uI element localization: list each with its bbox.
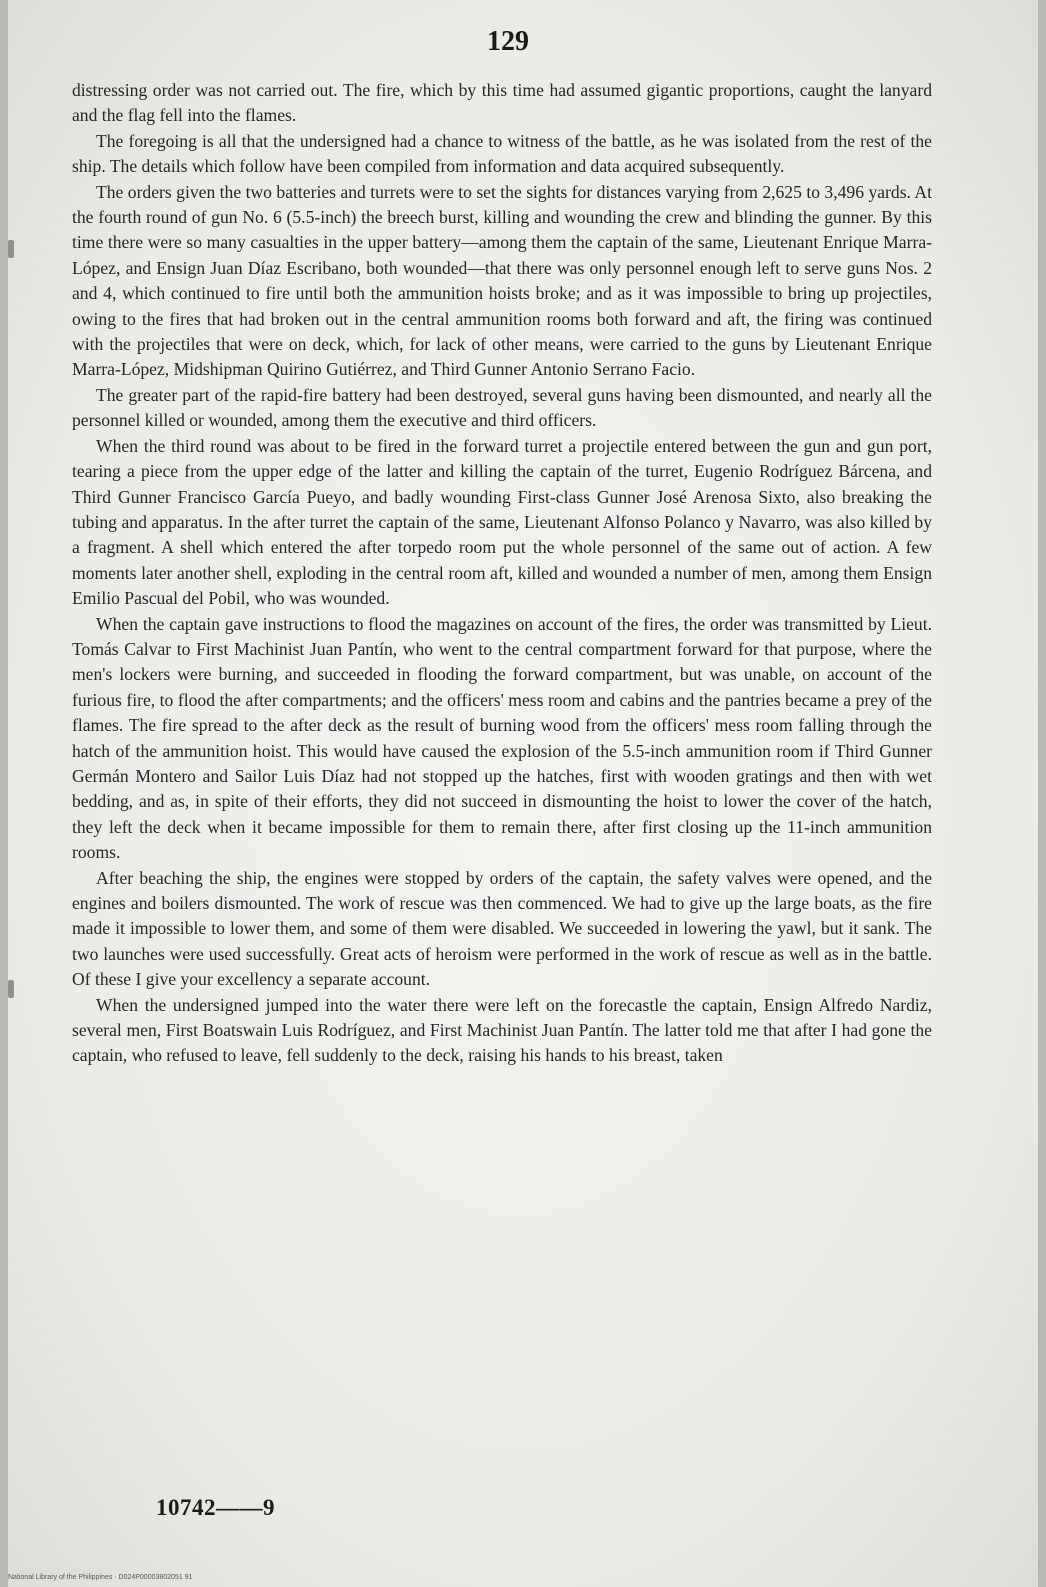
- paragraph: When the third round was about to be fired in the forward turret a projectile entered between the gun and gun port, tearing a piece from the upper edge of the latter and killing the captain of the turret, Eugenio Rodríguez Bárcena, and Third Gunner Francisco García Pueyo, and badly wounding First-class Gunner José Arenosa Sixto, also breaking the tubing and apparatus. In the after turret the captain of the same, Lieutenant Alfonso Polanco y Navarro, was also killed by a fragment. A shell which entered the after torpedo room put the whole personnel of the same out of action. A few moments later another shell, exploding in the central room aft, killed and wounded a number of men, among them Ensign Emilio Pascual del Pobil, who was wounded.: [72, 435, 932, 609]
- footer-credit: National Library of the Philippines · D024P00003802051 91: [8, 1574, 193, 1581]
- binding-mark: [8, 240, 14, 258]
- binding-mark: [8, 980, 14, 998]
- paragraph: The foregoing is all that the undersigned had a chance to witness of the battle, as he was isolated from the rest of the ship. The details which follow have been compiled from information and data acquired subsequently.: [72, 130, 932, 177]
- document-page: [8, 0, 1038, 1587]
- paragraph: After beaching the ship, the engines were stopped by orders of the captain, the safety valves were opened, and the engines and boilers dismounted. The work of rescue was then commenced. We had to give up the large boats, as the fire made it impossible to lower them, and some of them were disabled. We succeeded in lowering the yawl, but it sank. The two launches were used successfully. Great acts of heroism were performed in the work of rescue as well as in the battle. Of these I give your excellency a separate account.: [72, 867, 932, 990]
- paragraph: When the undersigned jumped into the water there were left on the forecastle the captain, Ensign Alfredo Nardiz, several men, First Boatswain Luis Rodríguez, and First Machinist Juan Pantín. The latter told me that after I had gone the captain, who refused to leave, fell suddenly to the deck, raising his hands to his breast, taken: [72, 994, 932, 1066]
- paragraph: The orders given the two batteries and turrets were to set the sights for distances varying from 2,625 to 3,496 yards. At the fourth round of gun No. 6 (5.5-inch) the breech burst, killing and wounding the crew and blinding the gunner. By this time there were so many casualties in the upper battery—among them the captain of the same, Lieutenant Enrique Marra-López, and Ensign Juan Díaz Escribano, both wounded—that there was only personnel enough left to serve guns Nos. 2 and 4, which continued to fire until both the ammunition hoists broke; and as it was impossible to bring up projectiles, owing to the fires that had broken out in the central ammunition rooms both forward and aft, the firing was continued with the projectiles that were on deck, which, for lack of other means, were carried to the guns by Lieutenant Enrique Marra-López, Midshipman Quirino Gutiérrez, and Third Gunner Antonio Serrano Facio.: [72, 181, 932, 380]
- page-number: 129: [487, 26, 529, 57]
- body-text: [72, 78, 932, 1069]
- paragraph: The greater part of the rapid-fire battery had been destroyed, several guns having been dismounted, and nearly all the personnel killed or wounded, among them the executive and third officers.: [72, 384, 932, 431]
- paragraph: distressing order was not carried out. The fire, which by this time had assumed gigantic proportions, caught the lanyard and the flag fell into the flames.: [72, 80, 932, 126]
- paragraph: When the captain gave instructions to flood the magazines on account of the fires, the order was transmitted by Lieut. Tomás Calvar to First Machinist Juan Pantín, who went to the central compartment forward for that purpose, where the men's lockers were burning, and succeeded in flooding the forward compartment, but was unable, on account of the furious fire, to flood the after compartments; and the officers' mess room and cabins and the pantries became a prey of the flames. The fire spread to the after deck as the result of burning wood from the officers' mess room falling through the hatch of the ammunition hoist. This would have caused the explosion of the 5.5-inch ammunition room if Third Gunner Germán Montero and Sailor Luis Díaz had not stopped up the hatches, first with wooden gratings and then with wet bedding, and as, in spite of their efforts, they did not succeed in dismounting the hoist to lower the cover of the hatch, they left the deck when it became impossible for them to remain there, after first closing up the 11-inch ammunition rooms.: [72, 613, 932, 863]
- signature-mark: 10742——9: [156, 1495, 275, 1520]
